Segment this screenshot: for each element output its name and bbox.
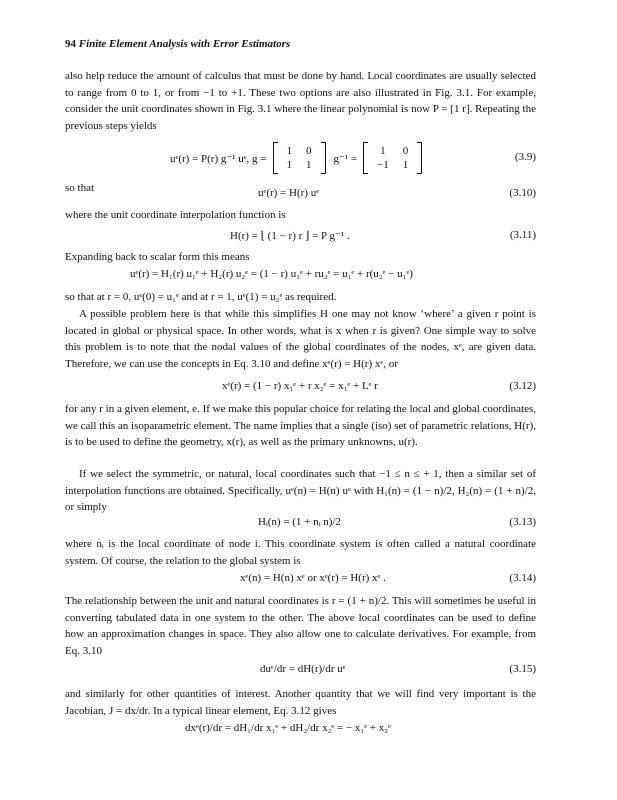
- paragraph-unit-interp: where the unit coordinate interpolation function is: [65, 209, 286, 221]
- eq-number-3-15: (3.15): [509, 663, 536, 675]
- eq-number-3-14: (3.14): [509, 572, 536, 584]
- ginv-22: 1: [402, 159, 409, 171]
- paragraph-natural-coords: If we select the symmetric, or natural, local coordinates such that −1 ≤ n ≤ + 1, then a similar set of interpolation functions are obtained. Specifically, uᵉ(n) = H(n) uᵉ with H₁(n) = (1 − n)/2, H₂(n) = (1 + n)/2, or simply: [65, 468, 536, 513]
- eq-number-3-10: (3.10): [509, 187, 536, 199]
- eq-number-3-12: (3.12): [509, 380, 536, 392]
- equation-3-13: Hᵢ(n) = (1 + nᵢ n)/2: [258, 516, 341, 528]
- paragraph-node-coordinate: where nᵢ is the local coordinate of node i. This coordinate system is often called a natural coordinate system. Of course, the relation to the global system is: [65, 538, 536, 567]
- paragraph-relationship: The relationship between the unit and natural coordinates is r = (1 + n)/2. This will sometimes be useful in converting tabulated data in one system to the other. The above local coordinates can be used to define how an approximation changes in space. They also allow one to calculate derivatives. For example, from Eq. 3.10: [65, 595, 536, 657]
- running-header: [65, 38, 290, 50]
- paragraph-expanding: Expanding back to scalar form this means: [65, 251, 250, 263]
- g-21: 1: [286, 159, 292, 171]
- matrix-g: [273, 142, 326, 174]
- eq-number-3-11: (3.11): [509, 229, 536, 241]
- paragraph-local-coordinates: also help reduce the amount of calculus that must be done by hand. Local coordinates are usually selected to range from 0 to 1, or from −1 to +1. These two options are also illustrated in Fig. 3.1. For example, consider the unit coordinates shown in Fig. 3.1 where the linear polynomial is now P = [1 r]. Repeating the previous steps yields: [65, 70, 536, 132]
- paragraph-possible-problem: A possible problem here is that while this simplifies H one may not know ‘where’ a given r point is located in global or physical space. In other words, what is x when r is given? One simple way to solve this problem is to note that the nodal values of the global coordinates of the nodes, xᵉ, are given data. Therefore, we can use the concepts in Eq. 3.10 and define xᵉ(r) = H(r) xᵉ, or: [65, 308, 536, 370]
- equation-3-15: duᵉ/dr = dH(r)/dr uᵉ: [260, 663, 346, 675]
- page-number: 94: [65, 38, 76, 50]
- eq-number-3-9: (3.9): [514, 151, 536, 163]
- ginv-21: −1: [377, 159, 389, 171]
- paragraph-jacobian: and similarly for other quantities of interest. Another quantity that we will find very important is the Jacobian, J = dx/dr. In a typical linear element, Eq. 3.12 gives: [65, 688, 536, 717]
- g-22: 1: [306, 159, 312, 171]
- paragraph-required: so that at r = 0, uᵉ(0) = u₁ᵉ and at r = 1, uᵉ(1) = u₂ᵉ as required.: [65, 291, 337, 303]
- ginv-label: g⁻¹ =: [333, 152, 358, 165]
- equation-3-11: H(r) = ⌊ (1 − r) r ⌋ = P g⁻¹ .: [230, 230, 350, 242]
- book-title: Finite Element Analysis with Error Estimators: [78, 38, 291, 50]
- equation-jacobian: dxᵉ(r)/dr = dH₁/dr x₁ᵉ + dH₂/dr x₂ᵉ = − x₁ᵉ + x₂ᵉ: [185, 722, 391, 734]
- matrix-g-inverse: [363, 142, 422, 174]
- ginv-11: 1: [380, 145, 386, 157]
- equation-3-14: xᵉ(n) = H(n) xᵉ or xᵉ(r) = H(r) xᵉ .: [240, 572, 386, 584]
- paragraph-isoparametric: for any r in a given element, e. If we make this popular choice for relating the local and global coordinates, we call this an isoparametric element. The name implies that a single (iso) set of parametric relations, H(r), is to be used to define the geometry, x(r), as well as the primary unknowns, u(r).: [65, 403, 536, 448]
- so-that-text: so that: [65, 182, 95, 194]
- eq-number-3-13: (3.13): [509, 516, 536, 528]
- g-12: 0: [306, 145, 312, 157]
- equation-3-10: uᵉ(r) = H(r) uᵉ: [258, 187, 320, 199]
- equation-scalar-form: uᵉ(r) = H₁(r) u₁ᵉ + H₂(r) u₂ᵉ = (1 − r) u₁ᵉ + ru₂ᵉ = u₁ᵉ + r(u₂ᵉ − u₁ᵉ): [130, 268, 413, 280]
- g-11: 1: [286, 145, 292, 157]
- eq39-lhs: uᵉ(r) = P(r) g⁻¹ uᵉ, g =: [170, 152, 267, 165]
- ginv-12: 0: [402, 145, 409, 157]
- equation-3-12: xᵉ(r) = (1 − r) x₁ᵉ + r x₂ᵉ = x₁ᵉ + Lᵉ r: [222, 380, 378, 392]
- equation-3-9: [170, 140, 422, 176]
